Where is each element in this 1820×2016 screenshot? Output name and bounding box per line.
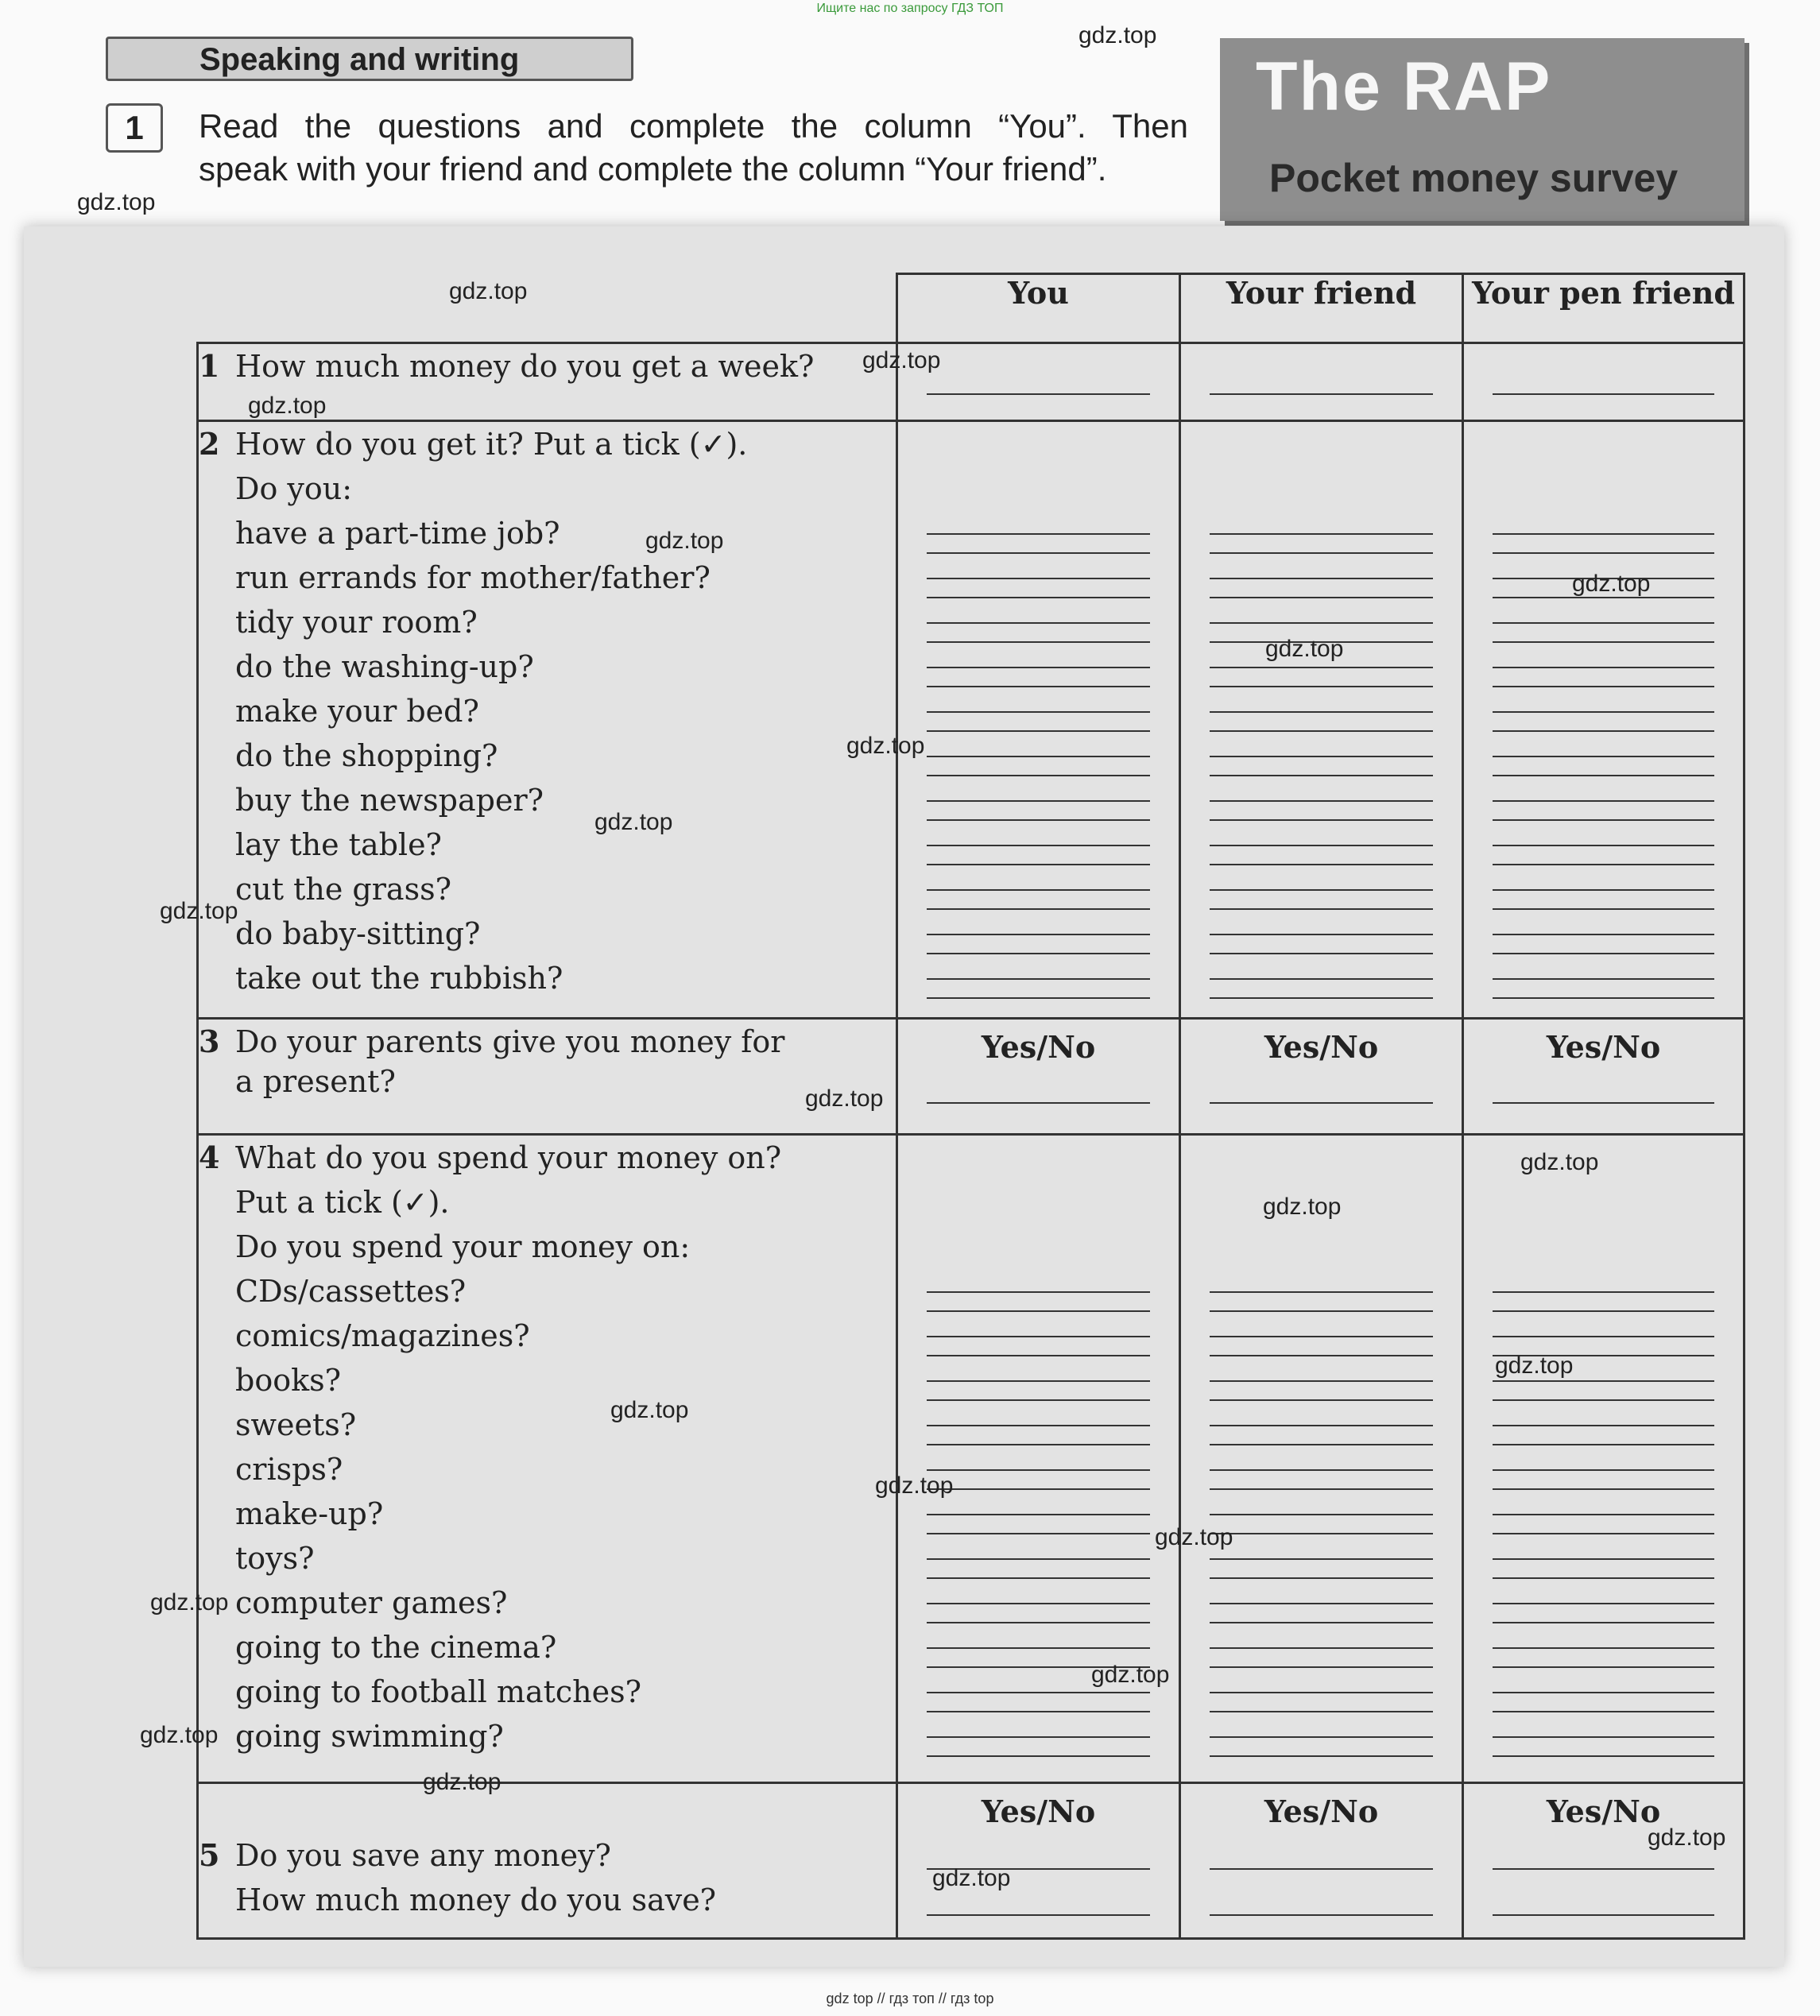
- watermark: gdz.top: [1572, 571, 1651, 597]
- watermark: gdz.top: [150, 1589, 229, 1616]
- answer-line[interactable]: [1493, 1711, 1714, 1712]
- answer-line[interactable]: [1493, 1647, 1714, 1649]
- rap-subtitle: Pocket money survey: [1269, 156, 1679, 200]
- answer-line[interactable]: [927, 978, 1150, 980]
- column-your-pen-friend: Your pen friend: [1463, 274, 1744, 343]
- question-2: 2 How do you get it? Put a tick (✓). Do you: have a part-time job? run errands for mother/father? tidy your room? do the washing-up? make your bed? do the shopping? buy the newspaper? lay the table? cut the grass? do baby-sitting? take out the rubbish?: [198, 421, 897, 1019]
- answer-line[interactable]: [1493, 889, 1714, 891]
- answer-line[interactable]: [927, 552, 1150, 554]
- answer-line[interactable]: [927, 756, 1150, 757]
- answer-line[interactable]: [1493, 1102, 1714, 1104]
- q2-option: run errands for mother/father?: [235, 560, 711, 595]
- answer-line[interactable]: [1210, 686, 1433, 687]
- question-5: 5 Do you save any money? How much money do you save?: [198, 1783, 897, 1939]
- answer-line[interactable]: [927, 1291, 1150, 1293]
- yes-no-label: Yes/No: [1264, 1029, 1379, 1065]
- answer-line[interactable]: [1493, 730, 1714, 732]
- yes-no-label: Yes/No: [1546, 1029, 1661, 1065]
- answer-line[interactable]: [1210, 864, 1433, 865]
- answer-line[interactable]: [1210, 1914, 1433, 1916]
- yes-no-label: Yes/No: [981, 1029, 1096, 1065]
- q4-option: going to football matches?: [235, 1674, 641, 1709]
- answer-line[interactable]: [1210, 1533, 1433, 1534]
- answer-cell-q3-friend[interactable]: [1180, 1019, 1463, 1135]
- answer-line[interactable]: [927, 1622, 1150, 1623]
- answer-cell-q2-pen-friend[interactable]: [1463, 421, 1744, 1019]
- answer-line[interactable]: [1493, 1444, 1714, 1445]
- answer-line[interactable]: [1210, 1514, 1433, 1515]
- answer-line[interactable]: [927, 1603, 1150, 1604]
- answer-line[interactable]: [1493, 775, 1714, 776]
- answer-line[interactable]: [927, 819, 1150, 821]
- answer-line[interactable]: [927, 1711, 1150, 1712]
- column-you: You: [897, 274, 1180, 343]
- instruction-line-2: speak with your friend and complete the column “Your friend”.: [199, 150, 1107, 188]
- answer-line[interactable]: [927, 775, 1150, 776]
- question-2-options: [199, 511, 896, 1000]
- answer-line[interactable]: [1493, 864, 1714, 865]
- answer-line[interactable]: [1210, 1558, 1433, 1560]
- watermark: gdz.top: [449, 278, 528, 304]
- watermark: gdz.top: [1078, 22, 1157, 48]
- answer-line[interactable]: [927, 578, 1150, 579]
- answer-line[interactable]: [927, 1310, 1150, 1312]
- yes-no-label: Yes/No: [1264, 1794, 1379, 1829]
- answer-line[interactable]: [1493, 1755, 1714, 1757]
- answer-line[interactable]: [927, 1102, 1150, 1104]
- answer-line[interactable]: [1210, 1425, 1433, 1426]
- answer-line[interactable]: [927, 953, 1150, 954]
- q4-option: books?: [235, 1363, 341, 1398]
- yes-no-label: Yes/No: [1546, 1794, 1661, 1829]
- answer-line[interactable]: [1210, 1622, 1433, 1623]
- q4-option: computer games?: [235, 1585, 508, 1620]
- watermark: gdz.top: [248, 393, 327, 419]
- q2-option: do the washing-up?: [235, 649, 534, 684]
- watermark: gdz.top: [1648, 1824, 1726, 1851]
- answer-line[interactable]: [1210, 1666, 1433, 1668]
- answer-line[interactable]: [1493, 641, 1714, 643]
- answer-line[interactable]: [1210, 1603, 1433, 1604]
- answer-line[interactable]: [1493, 622, 1714, 624]
- answer-line[interactable]: [1493, 1380, 1714, 1382]
- q2-option: make your bed?: [235, 694, 479, 729]
- answer-line[interactable]: [1210, 667, 1433, 668]
- answer-line[interactable]: [927, 1577, 1150, 1579]
- answer-line[interactable]: [1493, 1488, 1714, 1490]
- answer-line[interactable]: [1210, 1310, 1433, 1312]
- footer[interactable]: gdz top // гдз топ // гдз top: [826, 1991, 994, 2006]
- answer-line[interactable]: [927, 1558, 1150, 1560]
- answer-line[interactable]: [1210, 533, 1433, 535]
- watermark: gdz.top: [160, 898, 238, 924]
- answer-cell-q4-pen-friend[interactable]: [1463, 1135, 1744, 1783]
- answer-cell-q5-pen-friend[interactable]: [1463, 1783, 1744, 1939]
- answer-line[interactable]: [927, 864, 1150, 865]
- answer-line[interactable]: [1210, 1469, 1433, 1471]
- answer-line[interactable]: [1493, 1291, 1714, 1293]
- watermark: gdz.top: [1520, 1149, 1599, 1175]
- answer-line[interactable]: [1210, 934, 1433, 935]
- answer-line[interactable]: [927, 641, 1150, 643]
- column-your-friend: Your friend: [1180, 274, 1463, 343]
- answer-line[interactable]: [1493, 1666, 1714, 1668]
- answer-line[interactable]: [927, 889, 1150, 891]
- question-4: 4 What do you spend your money on? Put a tick (✓). Do you spend your money on: CDs/cassettes? comics/magazines? books? sweets? crisps? make-up? toys? computer games? going to the cinema? going to football matches? going swimming?: [198, 1135, 897, 1783]
- answer-line[interactable]: [1210, 578, 1433, 579]
- answer-line[interactable]: [1210, 889, 1433, 891]
- answer-line[interactable]: [927, 1692, 1150, 1693]
- q4-option: comics/magazines?: [235, 1318, 530, 1353]
- answer-cell-q3-you[interactable]: [897, 1019, 1180, 1135]
- answer-line[interactable]: [1493, 1914, 1714, 1916]
- answer-cell-q3-pen-friend[interactable]: [1463, 1019, 1744, 1135]
- answer-line[interactable]: [1210, 819, 1433, 821]
- answer-line[interactable]: [1493, 756, 1714, 757]
- answer-line[interactable]: [1493, 978, 1714, 980]
- answer-line[interactable]: [927, 1355, 1150, 1356]
- answer-line[interactable]: [1493, 552, 1714, 554]
- q4-option: toys?: [235, 1541, 315, 1576]
- answer-line[interactable]: [1493, 1336, 1714, 1337]
- watermark: gdz.top: [862, 347, 941, 373]
- answer-line[interactable]: [927, 1399, 1150, 1401]
- answer-line[interactable]: [927, 667, 1150, 668]
- answer-line[interactable]: [1210, 597, 1433, 598]
- q4-option: CDs/cassettes?: [235, 1274, 467, 1309]
- watermark: gdz.top: [1263, 1194, 1342, 1220]
- answer-line[interactable]: [927, 908, 1150, 910]
- q2-option: lay the table?: [235, 827, 442, 862]
- answer-line[interactable]: [927, 1380, 1150, 1382]
- answer-line[interactable]: [1210, 800, 1433, 802]
- answer-line[interactable]: [927, 1488, 1150, 1490]
- answer-line[interactable]: [1493, 819, 1714, 821]
- watermark: gdz.top: [77, 189, 156, 215]
- answer-line[interactable]: [1493, 393, 1714, 395]
- answer-line[interactable]: [1493, 1736, 1714, 1738]
- answer-line[interactable]: [1210, 1868, 1433, 1870]
- q4-option: going swimming?: [235, 1719, 504, 1754]
- watermark: gdz.top: [423, 1769, 501, 1795]
- answer-line[interactable]: [1210, 1102, 1433, 1104]
- answer-line[interactable]: [1493, 1469, 1714, 1471]
- question-3: 3 Do your parents give you money for a present?: [198, 1019, 897, 1135]
- answer-line[interactable]: [927, 800, 1150, 802]
- answer-line[interactable]: [927, 934, 1150, 935]
- answer-line[interactable]: [1493, 1558, 1714, 1560]
- answer-line[interactable]: [1210, 1736, 1433, 1738]
- answer-line[interactable]: [1493, 667, 1714, 668]
- answer-line[interactable]: [927, 997, 1150, 999]
- answer-line[interactable]: [1210, 1755, 1433, 1757]
- answer-line[interactable]: [1210, 1647, 1433, 1649]
- answer-line[interactable]: [1210, 1577, 1433, 1579]
- watermark: gdz.top: [1155, 1524, 1233, 1550]
- q4-option: make-up?: [235, 1496, 384, 1531]
- answer-line[interactable]: [1493, 934, 1714, 935]
- answer-line[interactable]: [1210, 1355, 1433, 1356]
- watermark: gdz.top: [875, 1472, 954, 1499]
- answer-line[interactable]: [1493, 845, 1714, 846]
- answer-line[interactable]: [1493, 686, 1714, 687]
- answer-line[interactable]: [1493, 1603, 1714, 1604]
- answer-line[interactable]: [1493, 1868, 1714, 1870]
- answer-line[interactable]: [1493, 1622, 1714, 1623]
- question-1: 1 How much money do you get a week?: [198, 343, 897, 421]
- answer-line[interactable]: [927, 1914, 1150, 1916]
- answer-line[interactable]: [1493, 533, 1714, 535]
- answer-line[interactable]: [927, 1647, 1150, 1649]
- answer-line[interactable]: [1210, 1692, 1433, 1693]
- answer-line[interactable]: [1210, 845, 1433, 846]
- answer-line[interactable]: [927, 1514, 1150, 1515]
- answer-line[interactable]: [1210, 730, 1433, 732]
- answer-line[interactable]: [1210, 1336, 1433, 1337]
- answer-line[interactable]: [1210, 1444, 1433, 1445]
- instruction-line-1: Read the questions and complete the column “You”. Then: [199, 107, 1188, 145]
- watermark: gdz.top: [805, 1085, 884, 1112]
- answer-line[interactable]: [1493, 1533, 1714, 1534]
- answer-cell-q1-friend[interactable]: [1180, 343, 1463, 421]
- answer-line[interactable]: [927, 597, 1150, 598]
- answer-cell-q1-pen-friend[interactable]: [1463, 343, 1744, 421]
- watermark: gdz.top: [846, 733, 925, 759]
- answer-line[interactable]: [1493, 1399, 1714, 1401]
- q2-option: do baby-sitting?: [235, 916, 481, 951]
- watermark: gdz.top: [1091, 1662, 1170, 1688]
- yes-no-label: Yes/No: [981, 1794, 1096, 1829]
- watermark: gdz.top: [1265, 636, 1344, 662]
- answer-line[interactable]: [1493, 997, 1714, 999]
- answer-line[interactable]: [927, 393, 1150, 395]
- answer-line[interactable]: [927, 1469, 1150, 1471]
- answer-cell-q2-you[interactable]: [897, 421, 1180, 1019]
- top-banner[interactable]: Ищите нас по запросу ГДЗ ТОП: [816, 2, 1004, 15]
- answer-line[interactable]: [1493, 1577, 1714, 1579]
- watermark: gdz.top: [932, 1865, 1011, 1891]
- answer-line[interactable]: [1210, 711, 1433, 713]
- answer-line[interactable]: [927, 711, 1150, 713]
- answer-cell-q2-friend[interactable]: [1180, 421, 1463, 1019]
- section-title: Speaking and writing: [106, 37, 633, 81]
- q4-option: crisps?: [235, 1452, 343, 1487]
- answer-line[interactable]: [927, 1336, 1150, 1337]
- answer-line[interactable]: [1210, 1291, 1433, 1293]
- answer-line[interactable]: [1210, 908, 1433, 910]
- answer-line[interactable]: [927, 1736, 1150, 1738]
- answer-line[interactable]: [1210, 1399, 1433, 1401]
- answer-line[interactable]: [927, 686, 1150, 687]
- answer-line[interactable]: [1210, 622, 1433, 624]
- watermark: gdz.top: [610, 1397, 689, 1423]
- q4-option: sweets?: [235, 1407, 357, 1442]
- answer-line[interactable]: [1210, 953, 1433, 954]
- rap-title: The RAP: [1256, 48, 1552, 125]
- answer-line[interactable]: [1210, 756, 1433, 757]
- answer-line[interactable]: [1210, 997, 1433, 999]
- answer-line[interactable]: [927, 845, 1150, 846]
- answer-cell-q5-friend[interactable]: [1180, 1783, 1463, 1939]
- q2-option: buy the newspaper?: [235, 783, 544, 818]
- survey-table: [196, 273, 1745, 1940]
- watermark: gdz.top: [645, 528, 724, 554]
- answer-line[interactable]: [1210, 1380, 1433, 1382]
- q4-option: going to the cinema?: [235, 1630, 557, 1665]
- answer-line[interactable]: [1493, 953, 1714, 954]
- question-4-options: [199, 1269, 896, 1759]
- answer-line[interactable]: [927, 533, 1150, 535]
- exercise-number: 1: [106, 103, 163, 153]
- header-blank: [198, 274, 897, 343]
- q2-option: cut the grass?: [235, 872, 451, 907]
- answer-line[interactable]: [1493, 1425, 1714, 1426]
- answer-line[interactable]: [1493, 711, 1714, 713]
- answer-line[interactable]: [927, 730, 1150, 732]
- q2-option: have a part-time job?: [235, 516, 560, 551]
- q2-option: take out the rubbish?: [235, 961, 563, 996]
- watermark: gdz.top: [140, 1722, 219, 1748]
- q2-option: tidy your room?: [235, 605, 478, 640]
- answer-line[interactable]: [1210, 1711, 1433, 1712]
- answer-line[interactable]: [1493, 1514, 1714, 1515]
- watermark: gdz.top: [594, 809, 673, 835]
- answer-line[interactable]: [1210, 978, 1433, 980]
- answer-line[interactable]: [1493, 1310, 1714, 1312]
- answer-cell-q4-friend[interactable]: [1180, 1135, 1463, 1783]
- answer-line[interactable]: [1210, 775, 1433, 776]
- answer-line[interactable]: [1493, 800, 1714, 802]
- answer-line[interactable]: [1493, 1692, 1714, 1693]
- answer-line[interactable]: [1493, 908, 1714, 910]
- answer-line[interactable]: [1210, 552, 1433, 554]
- answer-line[interactable]: [1210, 1488, 1433, 1490]
- answer-line[interactable]: [1210, 393, 1433, 395]
- answer-line[interactable]: [927, 1755, 1150, 1757]
- q2-option: do the shopping?: [235, 738, 498, 773]
- watermark: gdz.top: [1495, 1352, 1574, 1379]
- answer-line[interactable]: [927, 622, 1150, 624]
- answer-cell-q5-you[interactable]: [897, 1783, 1180, 1939]
- answer-line[interactable]: [927, 1533, 1150, 1534]
- answer-line[interactable]: [927, 1425, 1150, 1426]
- answer-line[interactable]: [927, 1444, 1150, 1445]
